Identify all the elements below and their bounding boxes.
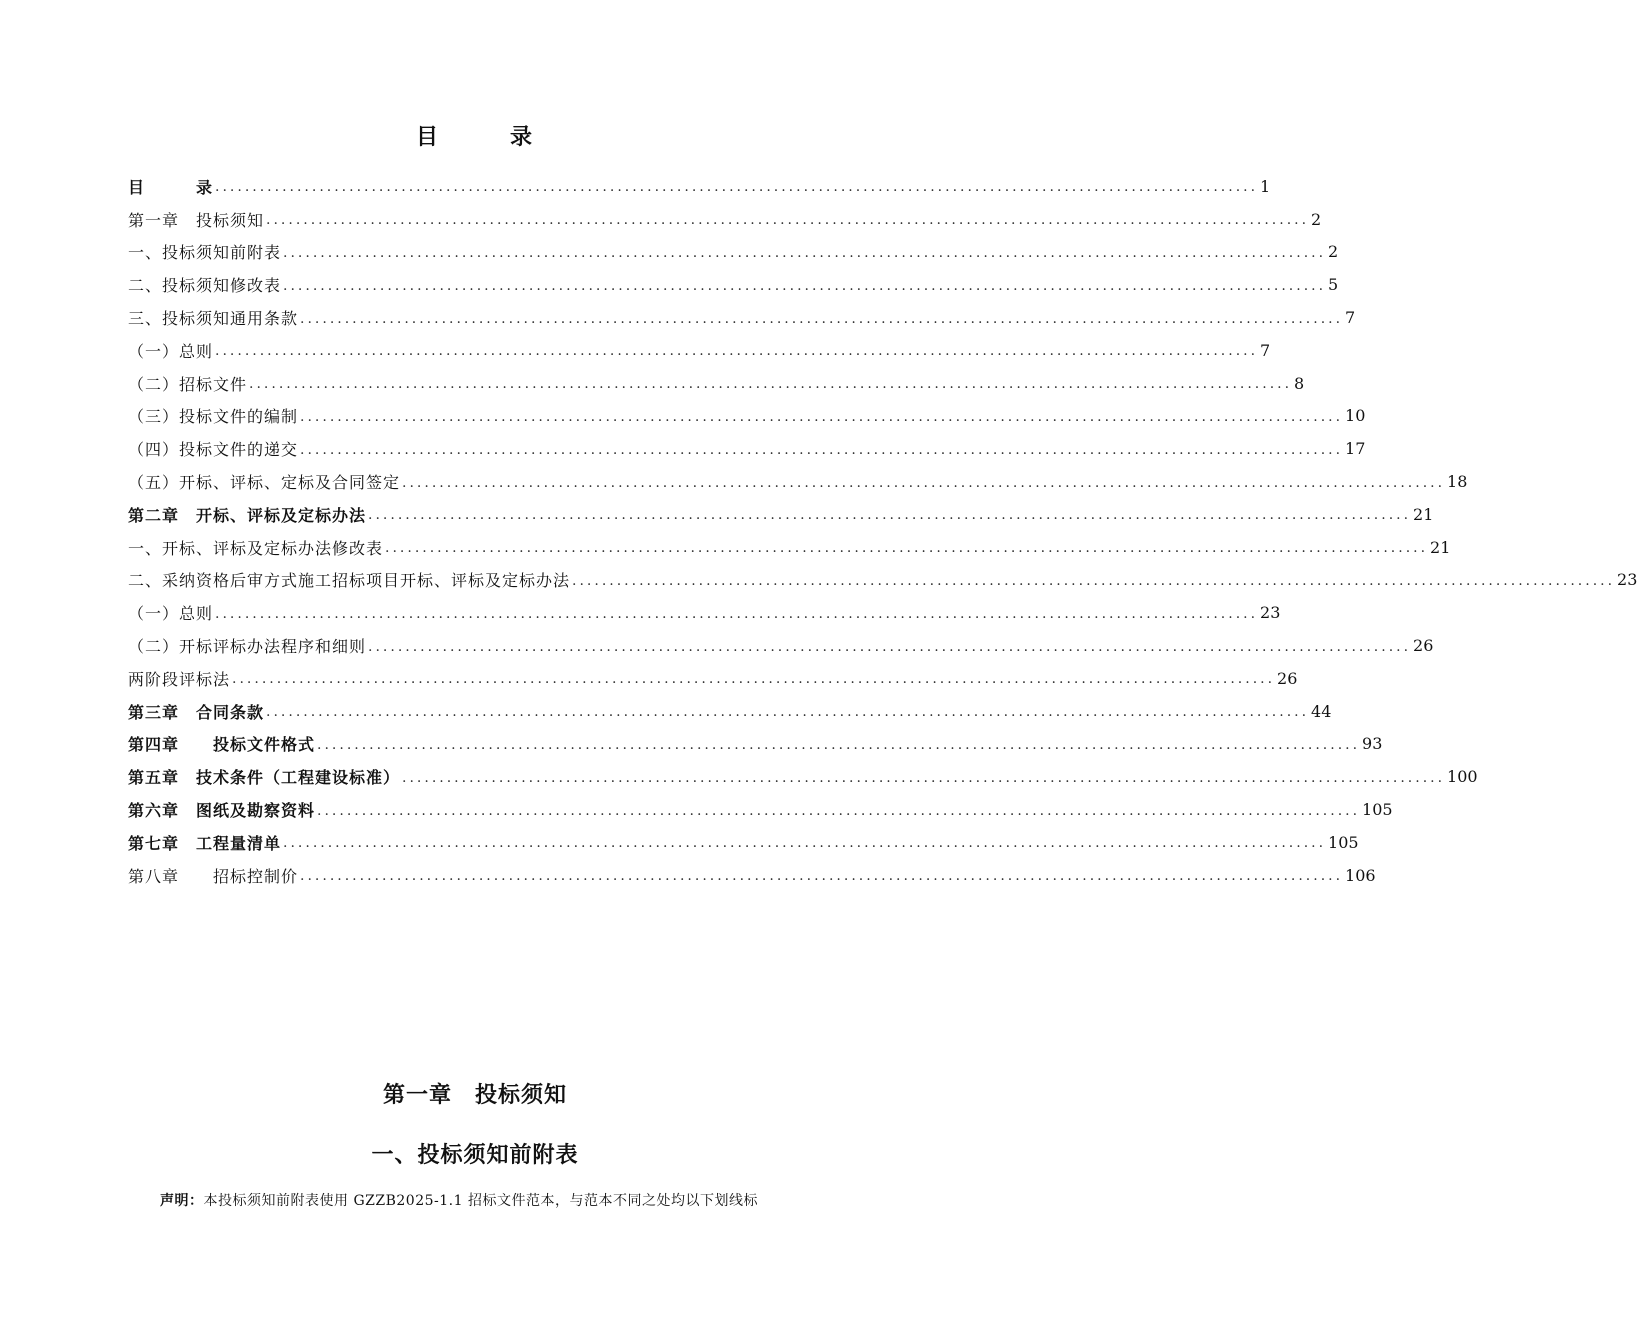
section-heading: 一、投标须知前附表	[371, 1142, 579, 1168]
toc-entry[interactable]	[128, 203, 1322, 236]
toc-dot-leader: ............................................................................................................................................	[402, 769, 1446, 786]
toc-entry-page: 23	[1617, 570, 1637, 590]
toc-dot-leader: ............................................................................................................................................	[232, 671, 1276, 688]
toc-entry-label: （三）投标文件的编制	[128, 407, 299, 427]
toc-entry[interactable]	[128, 367, 1305, 400]
toc-dot-leader: ............................................................................................................................................	[215, 179, 1259, 196]
toc-dot-leader: ............................................................................................................................................	[368, 507, 1412, 524]
toc-entry[interactable]	[128, 531, 1451, 564]
toc-dot-leader: ............................................................................................................................................	[300, 868, 1344, 885]
toc-entry[interactable]	[128, 629, 1434, 662]
toc-dot-leader: ............................................................................................................................................	[300, 441, 1344, 458]
toc-dot-leader: ............................................................................................................................................	[266, 704, 1310, 721]
toc-entry-page: 21	[1430, 537, 1451, 557]
toc-entry-label: （五）开标、评标、定标及合同签定	[128, 473, 401, 493]
toc-entry-label: 第六章 图纸及勘察资料	[128, 801, 316, 821]
toc-entry[interactable]	[128, 268, 1339, 301]
toc-entry-page: 26	[1413, 636, 1434, 656]
statement-lead: 声明：	[160, 1193, 204, 1209]
toc-dot-leader: ............................................................................................................................................	[300, 408, 1344, 425]
toc-dot-leader: ............................................................................................................................................	[572, 572, 1616, 589]
toc-entry-label: 二、投标须知修改表	[128, 276, 282, 296]
toc-dot-leader: ............................................................................................................................................	[283, 835, 1327, 852]
toc-entry-label: 第三章 合同条款	[128, 702, 265, 722]
toc-dot-leader: ............................................................................................................................................	[317, 802, 1361, 819]
toc-entry-label: （一）总则	[128, 604, 214, 624]
toc-dot-leader: ............................................................................................................................................	[215, 605, 1259, 622]
toc-entry[interactable]	[128, 334, 1271, 367]
toc-entry[interactable]	[128, 859, 1376, 892]
toc-entry-label: （二）开标评标办法程序和细则	[128, 637, 367, 657]
toc-entry-label: 第四章 投标文件格式	[128, 735, 316, 755]
toc-entry-label: 三、投标须知通用条款	[128, 309, 299, 329]
toc-title-left: 目	[415, 124, 440, 150]
toc-dot-leader: ............................................................................................................................................	[385, 540, 1429, 557]
toc-entry[interactable]	[128, 596, 1281, 629]
toc-dot-leader: ............................................................................................................................................	[249, 376, 1293, 393]
toc-entry-page: 106	[1345, 865, 1376, 885]
toc-dot-leader: ............................................................................................................................................	[368, 638, 1412, 655]
toc-entry[interactable]	[128, 400, 1366, 433]
statement-text: 本投标须知前附表使用 GZZB2025-1.1 招标文件范本，与范本不同之处均以下划线标	[203, 1193, 758, 1209]
chapter-heading: 第一章 投标须知	[382, 1082, 567, 1108]
toc-entry[interactable]	[128, 826, 1359, 859]
toc-entry-page: 2	[1311, 209, 1322, 229]
toc-dot-leader: ............................................................................................................................................	[402, 474, 1446, 491]
toc-entry-label: 两阶段评标法	[128, 669, 231, 689]
toc-entry-label: 第八章 招标控制价	[128, 866, 299, 886]
toc-entry-page: 93	[1362, 734, 1383, 754]
toc-entry-page: 7	[1345, 308, 1356, 328]
toc-entry-label: （二）招标文件	[128, 374, 248, 394]
toc-entry-page: 8	[1294, 373, 1305, 393]
toc-entry[interactable]	[128, 170, 1271, 203]
toc-entry[interactable]	[128, 564, 1637, 597]
toc-entry-page: 1	[1260, 176, 1271, 196]
toc-entry-label: 第七章 工程量清单	[128, 833, 282, 853]
toc-entry[interactable]	[128, 695, 1332, 728]
toc-entry-page: 5	[1328, 275, 1339, 295]
toc-entry-page: 2	[1328, 242, 1339, 262]
toc-entry-label: 一、投标须知前附表	[128, 243, 282, 263]
toc-entry[interactable]	[128, 793, 1393, 826]
statement	[160, 1190, 860, 1210]
toc-entry-page: 17	[1345, 439, 1366, 459]
toc-entry-label: （四）投标文件的递交	[128, 440, 299, 460]
toc-entry-page: 105	[1328, 832, 1359, 852]
toc-entry-page: 21	[1413, 504, 1434, 524]
toc-entry-label: 第一章 投标须知	[128, 210, 265, 230]
toc-entry[interactable]	[128, 432, 1366, 465]
toc-entry-page: 105	[1362, 800, 1393, 820]
toc-entry[interactable]	[128, 236, 1339, 269]
toc-entry-page: 23	[1260, 603, 1281, 623]
toc-entry[interactable]	[128, 465, 1468, 498]
toc-entry-label: 二、采纳资格后审方式施工招标项目开标、评标及定标办法	[128, 571, 571, 591]
toc-dot-leader: ............................................................................................................................................	[215, 343, 1259, 360]
toc-dot-leader: ............................................................................................................................................	[283, 277, 1327, 294]
toc-entry-page: 44	[1311, 701, 1332, 721]
toc-entry[interactable]	[128, 662, 1298, 695]
toc-dot-leader: ............................................................................................................................................	[317, 736, 1361, 753]
toc-entry[interactable]	[128, 760, 1478, 793]
toc-entry-page: 26	[1277, 668, 1298, 688]
toc-entry-label: （一）总则	[128, 341, 214, 361]
toc-entry[interactable]	[128, 301, 1356, 334]
toc-dot-leader: ............................................................................................................................................	[300, 310, 1344, 327]
toc-entry-label: 目 录	[128, 177, 214, 197]
toc-dot-leader: ............................................................................................................................................	[266, 212, 1310, 229]
toc-dot-leader: ............................................................................................................................................	[283, 244, 1327, 261]
toc-entry[interactable]	[128, 498, 1434, 531]
toc-entry-page: 100	[1447, 767, 1478, 787]
toc-list	[128, 170, 1637, 892]
toc-entry[interactable]	[128, 728, 1383, 761]
toc-entry-label: 一、开标、评标及定标办法修改表	[128, 538, 384, 558]
toc-entry-page: 18	[1447, 472, 1468, 492]
toc-title-right: 录	[510, 124, 535, 150]
toc-entry-label: 第五章 技术条件（工程建设标准）	[128, 768, 401, 788]
toc-entry-label: 第二章 开标、评标及定标办法	[128, 505, 367, 525]
toc-entry-page: 7	[1260, 340, 1271, 360]
toc-entry-page: 10	[1345, 406, 1366, 426]
toc-title	[0, 120, 950, 151]
